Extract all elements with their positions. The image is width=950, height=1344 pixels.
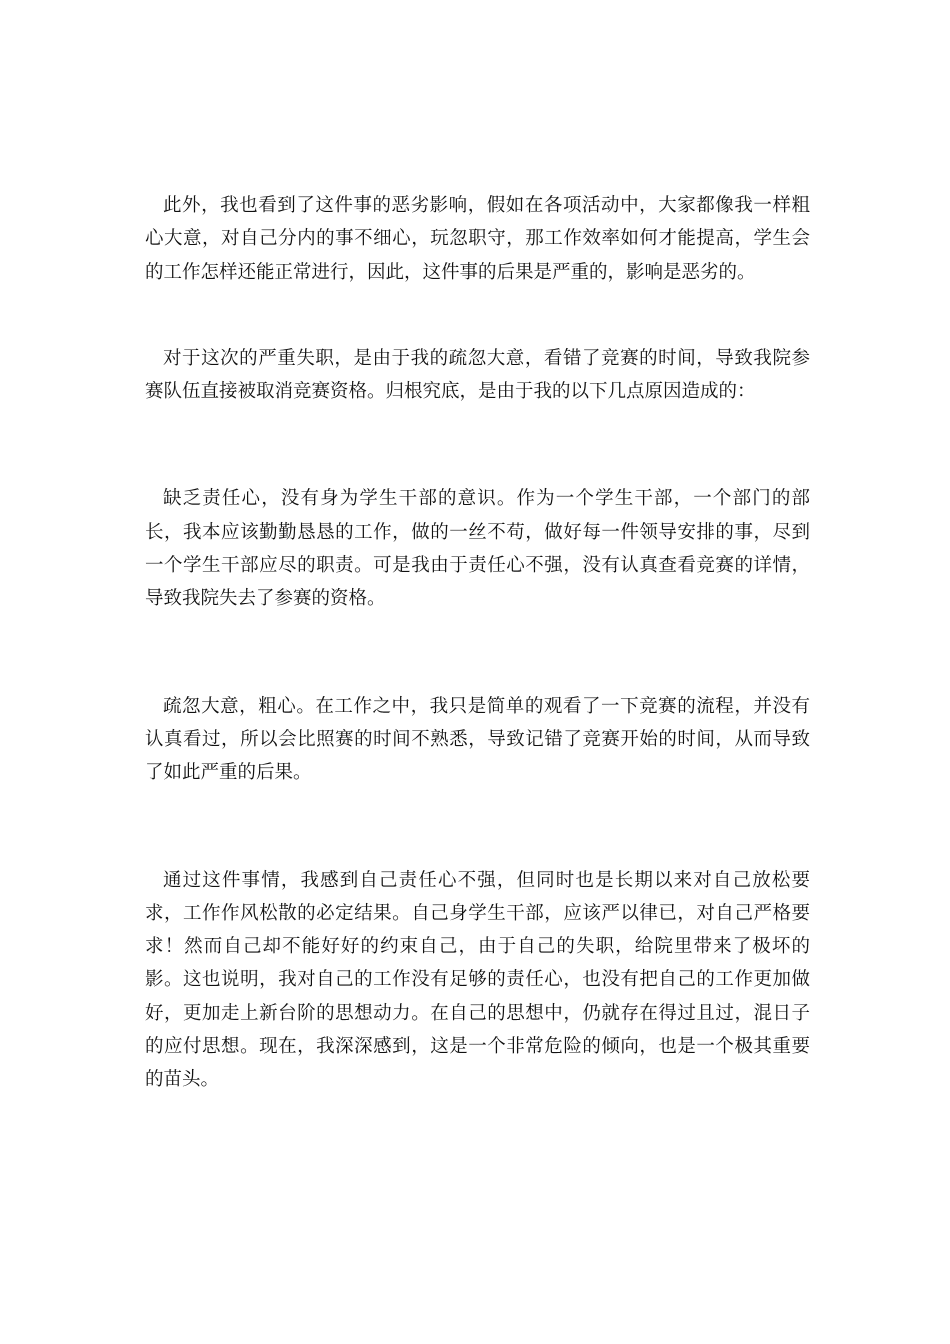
paragraph-5: 通过这件事情，我感到自己责任心不强，但同时也是长期以来对自己放松要求，工作作风松散的必定结果。自己身学生干部，应该严以律已，对自己严格要求！然而自己却不能好好的约束自己，由于自己的失职，给院里带来了极坏的影。这也说明，我对自己的工作没有足够的责任心，也没有把自己的工作更加做好，更加走上新台阶的思想动力。在自己的思想中，仍就存在得过且过，混日子的应付思想。现在，我深深感到，这是一个非常危险的倾向，也是一个极其重要的苗头。	[145, 869, 810, 1091]
paragraph-4: 疏忽大意，粗心。在工作之中，我只是简单的观看了一下竞赛的流程，并没有认真看过，所以会比照赛的时间不熟悉，导致记错了竞赛开始的时间，从而导致了如此严重的后果。	[145, 695, 810, 784]
paragraph-3: 缺乏责任心，没有身为学生干部的意识。作为一个学生干部，一个部门的部长，我本应该勤勤恳恳的工作，做的一丝不苟，做好每一件领导安排的事，尽到一个学生干部应尽的职责。可是我由于责任心不强，没有认真查看竞赛的详情，导致我院失去了参赛的资格。	[145, 488, 810, 610]
paragraph-1: 此外，我也看到了这件事的恶劣影响，假如在各项活动中，大家都像我一样粗心大意，对自己分内的事不细心，玩忽职守，那工作效率如何才能提高，学生会的工作怎样还能正常进行，因此，这件事的后果是严重的，影响是恶劣的。	[145, 195, 810, 283]
document-body	[145, 189, 810, 1097]
paragraph-2: 对于这次的严重失职，是由于我的疏忽大意，看错了竞赛的时间，导致我院参赛队伍直接被取消竞赛资格。归根究底，是由于我的以下几点原因造成的：	[145, 347, 810, 403]
